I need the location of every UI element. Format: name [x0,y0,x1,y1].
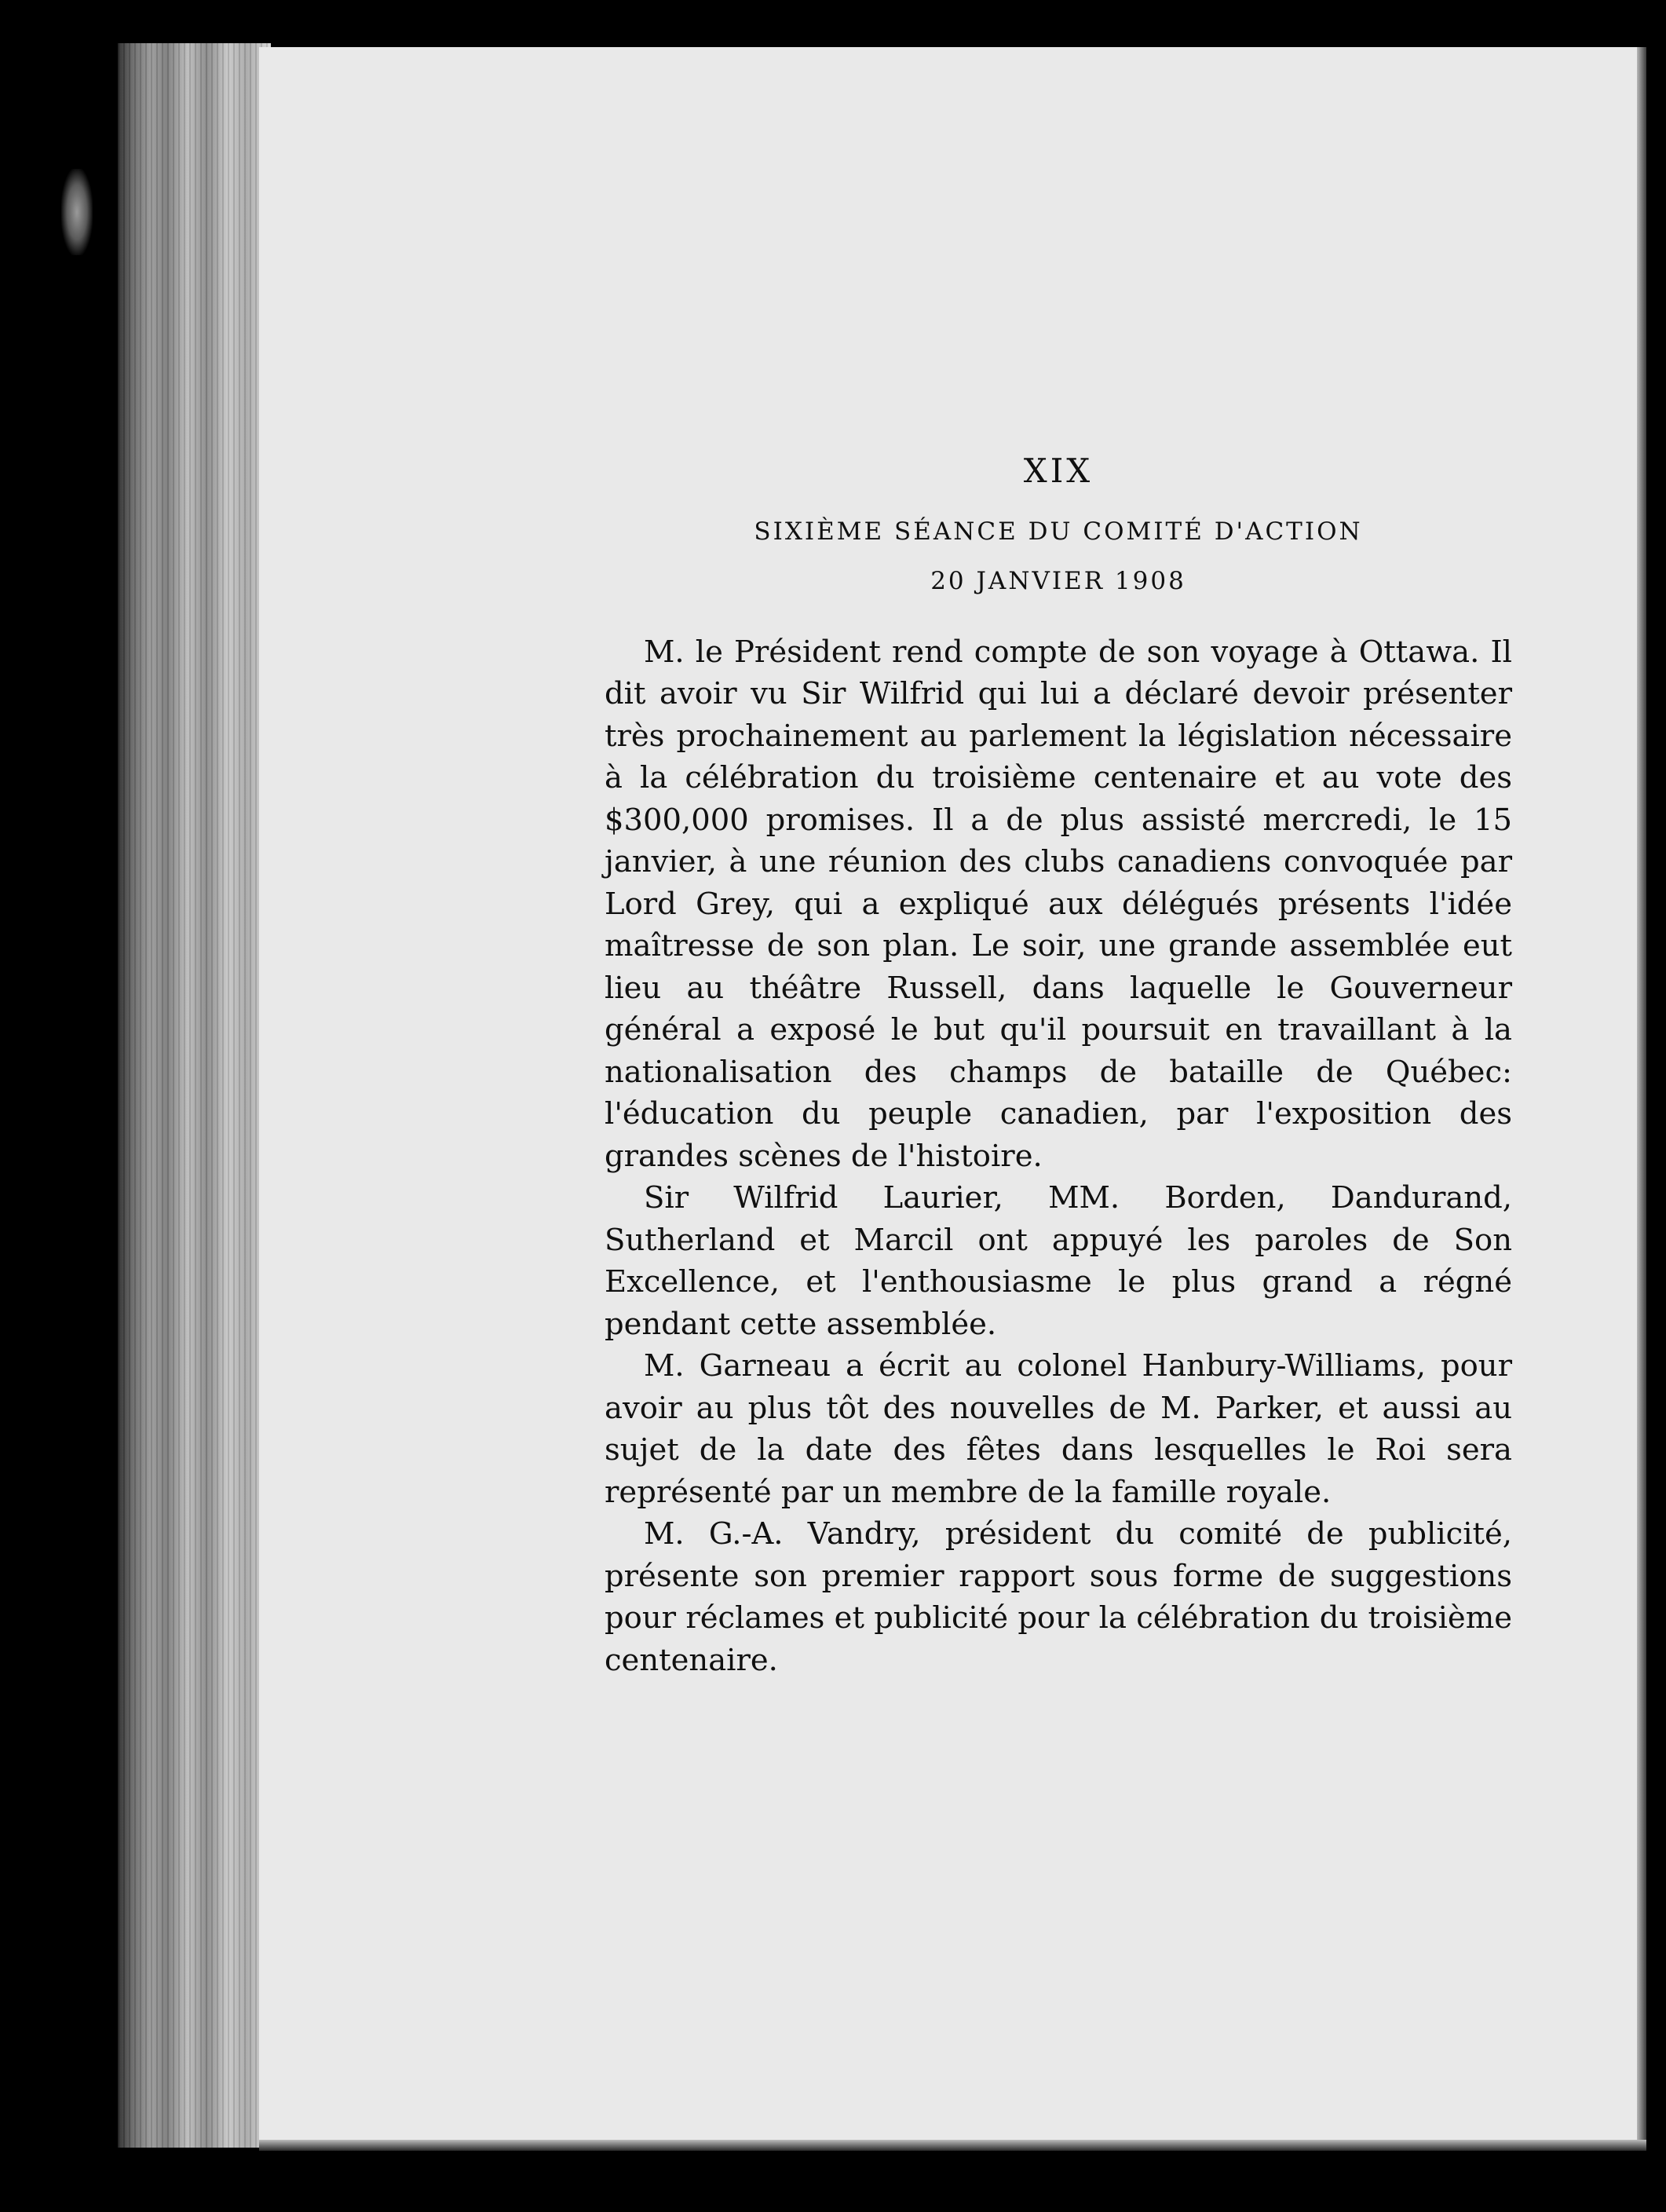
page-text-block [605,452,1512,1681]
page-bottom-shadow [259,2140,1646,2151]
paragraph-vandry-report: M. G.-A. Vandry, président du comité de publicité, présente son premier rapport sous forme de suggestions pour réclames et publicité pour la célébration du troisième centenaire. [605,1516,1512,1678]
section-date: 20 JANVIER 1908 [930,566,1186,595]
book-page-edges [118,43,271,2148]
page-right-shadow [1637,47,1646,2148]
chapter-number: XIX [1023,452,1094,490]
section-title: SIXIÈME SÉANCE DU COMITÉ D'ACTION [754,517,1363,547]
paragraph-garneau-letter: M. Garneau a écrit au colonel Hanbury-Williams, pour avoir au plus tôt des nouvelles de M. Parker, et aussi au sujet de la date des fêtes dans lesquelles le Roi sera représenté par un membre de la famille royale. [605,1348,1512,1510]
paragraph-voyage-ottawa: M. le Président rend compte de son voyage à Ottawa. Il dit avoir vu Sir Wilfrid qui lui a déclaré devoir présenter très prochainement au parlement la législation nécessaire à la célébration du troisième centenaire et au vote des $300,000 promises. Il a de plus assisté mercredi, le 15 janvier, à une réunion des clubs canadiens convoquée par Lord Grey, qui a expliqué aux délégués présents l'idée maîtresse de son plan. Le soir, une grande assemblée eut lieu au théâtre Russell, dans laquelle le Gouverneur général a exposé le but qu'il poursuit en travaillant à la nationalisation des champs de bataille de Québec: l'éducation du peuple canadien, par l'exposition des grandes scènes de l'histoire. [605,634,1512,1174]
paragraph-laurier-support: Sir Wilfrid Laurier, MM. Borden, Dandurand, Sutherland et Marcil ont appuyé les paroles de Son Excellence, et l'enthousiasme le plus grand a régné pendant cette assemblée. [605,1180,1512,1342]
spine-blemish [61,169,93,255]
